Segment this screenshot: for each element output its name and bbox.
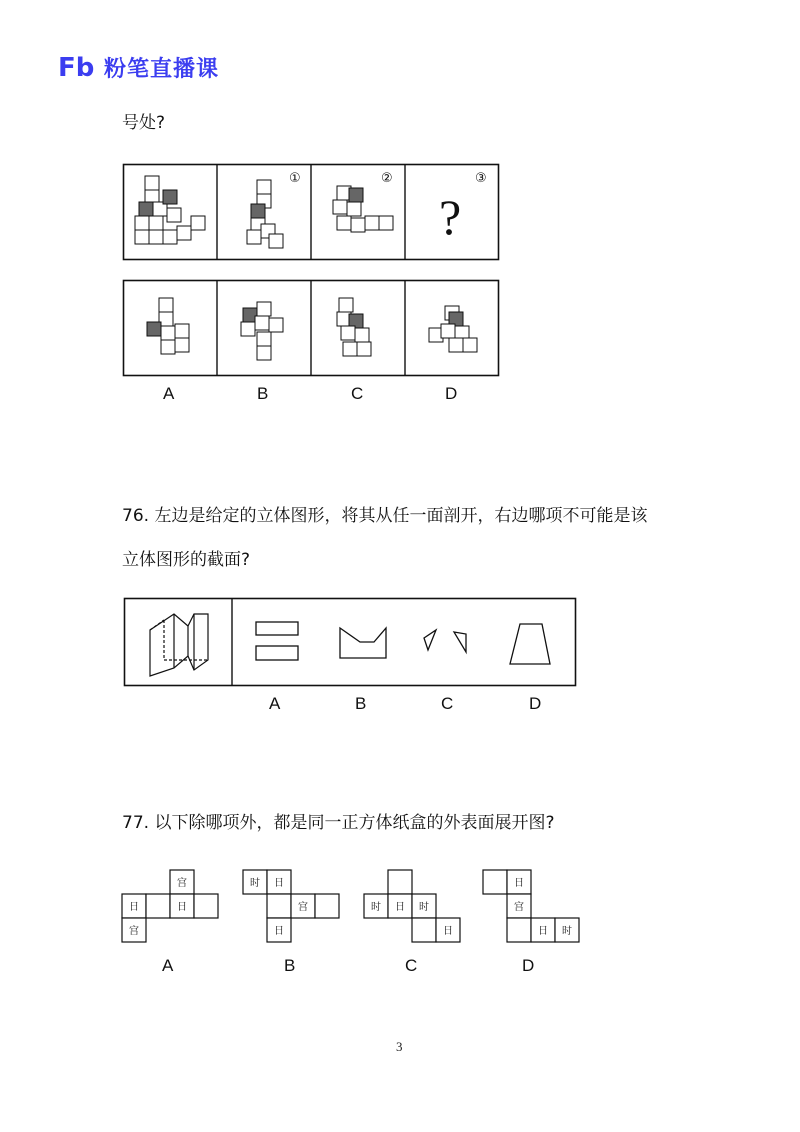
fb-logo-icon [58,52,98,82]
circle-label-1: ① [289,171,301,186]
cube-stack-2 [247,180,283,248]
net-a-glyph-3: 日 [177,902,187,913]
cube-stack-3 [333,186,393,232]
net-a-glyph-1: 宫 [177,878,187,889]
q76-option-d[interactable]: D [529,694,542,713]
net-d-glyph-1: 日 [514,878,524,889]
q76-stem-line2: 立体图形的截面? [122,550,251,570]
q77-option-d[interactable]: D [522,956,535,975]
circle-label-3: ③ [475,171,487,186]
q77-stem: 77. 以下除哪项外，都是同一正方体纸盒的外表面展开图? [122,813,555,833]
net-a-glyph-4: 宫 [129,926,139,937]
circle-label-2: ② [381,171,393,186]
q76-stem-line1: 76. 左边是给定的立体图形，将其从任一面剖开，右边哪项不可能是该 [122,506,648,526]
section-option-a [256,622,298,660]
q75-option-a[interactable]: A [163,384,175,403]
q75-continuation: 号处? [122,113,166,133]
q77-net-b [243,870,339,942]
net-d-glyph-2: 宫 [514,902,524,913]
q77-option-a[interactable]: A [162,956,174,975]
section-option-c [424,630,466,652]
option-c-cubes [337,298,371,356]
net-b-glyph-1: 时 [250,878,260,889]
q76-option-c[interactable]: C [441,694,454,713]
cube-stack-1 [135,176,205,244]
net-c-glyph-2: 日 [395,902,405,913]
section-option-d [510,624,550,664]
q75-options-figure [123,280,499,376]
section-option-b [340,628,386,658]
q76-figure [124,598,576,686]
prism-solid [150,614,208,676]
svg-text:Fb: Fb [58,53,95,83]
q77-net-a [122,870,218,942]
q77-option-c[interactable]: C [405,956,418,975]
brand-name: 粉笔直播课 [104,56,220,82]
net-d-glyph-4: 时 [562,926,572,937]
q75-sequence-figure [123,164,499,260]
q77-net-c [364,870,460,942]
option-d-cubes [429,306,477,352]
question-mark: ? [439,189,462,245]
q77-option-b[interactable]: B [284,956,296,975]
option-b-cubes [241,302,283,360]
net-c-glyph-1: 时 [371,902,381,913]
q76-option-a[interactable]: A [269,694,281,713]
net-c-glyph-4: 日 [443,926,453,937]
net-a-glyph-2: 日 [129,902,139,913]
q75-option-d[interactable]: D [445,384,458,403]
net-b-glyph-3: 宫 [298,902,308,913]
brand-logo [58,50,219,84]
option-a-cubes [147,298,189,354]
net-b-glyph-2: 日 [274,878,284,889]
q76-option-b[interactable]: B [355,694,367,713]
net-c-glyph-3: 时 [419,902,429,913]
q75-option-b[interactable]: B [257,384,269,403]
page-number: 3 [396,1039,403,1054]
net-d-glyph-3: 日 [538,926,548,937]
q77-net-d [483,870,579,942]
net-b-glyph-4: 日 [274,926,284,937]
q75-option-c[interactable]: C [351,384,364,403]
